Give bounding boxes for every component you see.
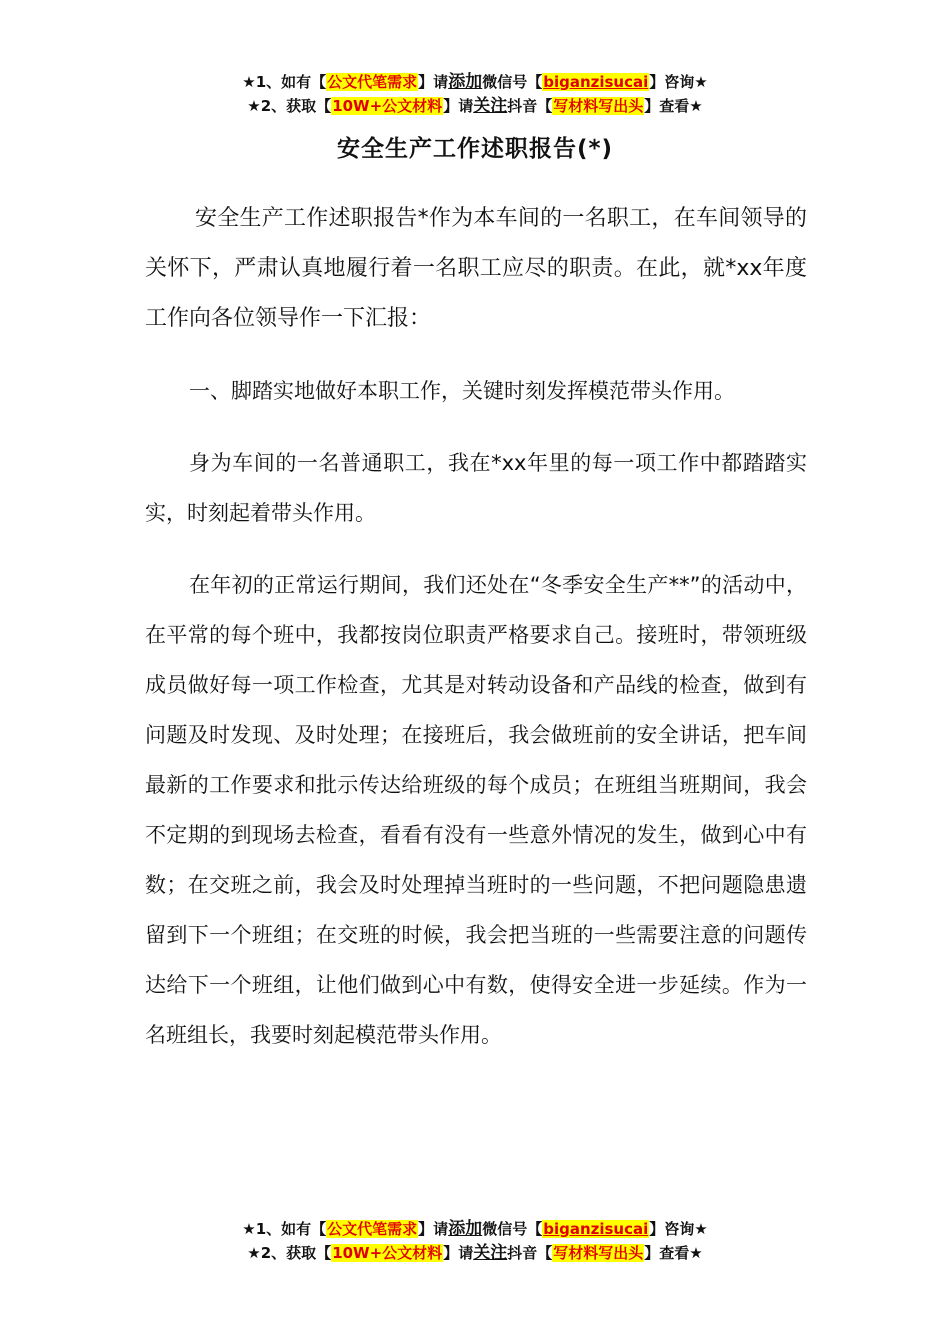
promo-text: 】查看★	[644, 97, 703, 115]
promo-text: 微信号【	[482, 73, 543, 91]
promo-emphasis: 添加	[448, 72, 483, 92]
paragraph-2: 身为车间的一名普通职工，我在*xx年里的每一项工作中都踏踏实实，时刻起着带头作用。	[145, 451, 807, 525]
promo-banner-top	[0, 70, 950, 118]
paragraph-3: 在年初的正常运行期间，我们还处在“冬季安全生产**”的活动中，在平常的每个班中，我都按岗位职责严格要求自己。接班时，带领班级成员做好每一项工作检查，尤其是对转动设备和产品线的检查，做到有问题及时发现、及时处理；在接班后，我会做班前的安全讲话，把车间最新的工作要求和批示传达给班级的每个成员；在班组当班期间，我会不定期的到现场去检查，看看有没有一些意外情况的发生，做到心中有数；在交班之前，我会及时处理掉当班时的一些问题，不把问题隐患遗留到下一个班组；在交班的时候，我会把当班的一些需要注意的问题传达给下一个班组，让他们做到心中有数，使得安全进一步延续。作为一名班组长，我要时刻起模范带头作用。	[145, 573, 807, 1047]
promo-douyin-id[interactable]: 写材料写出头	[553, 1244, 644, 1262]
promo-text: 】请	[418, 73, 449, 91]
promo-emphasis: 添加	[448, 1219, 483, 1239]
paragraph-intro: 安全生产工作述职报告*作为本车间的一名职工，在车间领导的关怀下，严肃认真地履行着一名职工应尽的职责。在此，就*xx年度工作向各位领导作一下汇报：	[145, 206, 807, 331]
promo-text: 抖音【	[507, 1244, 553, 1262]
promo-highlight-service: 公文代笔需求	[327, 1220, 418, 1238]
promo-emphasis: 关注	[473, 96, 508, 116]
promo-text: 抖音【	[507, 97, 553, 115]
promo-text: 】请	[418, 1220, 449, 1238]
promo-highlight-materials: 10W+公文材料	[332, 97, 443, 115]
promo-text: ★2、获取【	[247, 97, 332, 115]
promo-text: 】咨询★	[649, 73, 708, 91]
promo-text: ★1、如有【	[242, 73, 327, 91]
promo-text: 微信号【	[482, 1220, 543, 1238]
promo-emphasis: 关注	[473, 1243, 508, 1263]
promo-line-2	[0, 1241, 950, 1265]
document-body	[145, 194, 807, 1060]
promo-text: 】咨询★	[649, 1220, 708, 1238]
promo-line-1	[0, 70, 950, 94]
paragraph-heading-1: 一、脚踏实地做好本职工作，关键时刻发挥模范带头作用。	[189, 379, 735, 403]
promo-text: 】请	[443, 1244, 474, 1262]
promo-highlight-service: 公文代笔需求	[327, 73, 418, 91]
promo-text: ★2、获取【	[247, 1244, 332, 1262]
promo-text: ★1、如有【	[242, 1220, 327, 1238]
promo-line-1	[0, 1217, 950, 1241]
promo-line-2	[0, 94, 950, 118]
promo-text: 】请	[443, 97, 474, 115]
promo-douyin-id[interactable]: 写材料写出头	[553, 97, 644, 115]
document-title: 安全生产工作述职报告(*)	[336, 136, 614, 162]
promo-banner-bottom	[0, 1217, 950, 1265]
promo-text: 】查看★	[644, 1244, 703, 1262]
promo-highlight-materials: 10W+公文材料	[332, 1244, 443, 1262]
promo-wechat-id[interactable]: biganzisucai	[543, 1220, 649, 1238]
promo-wechat-id[interactable]: biganzisucai	[543, 73, 649, 91]
